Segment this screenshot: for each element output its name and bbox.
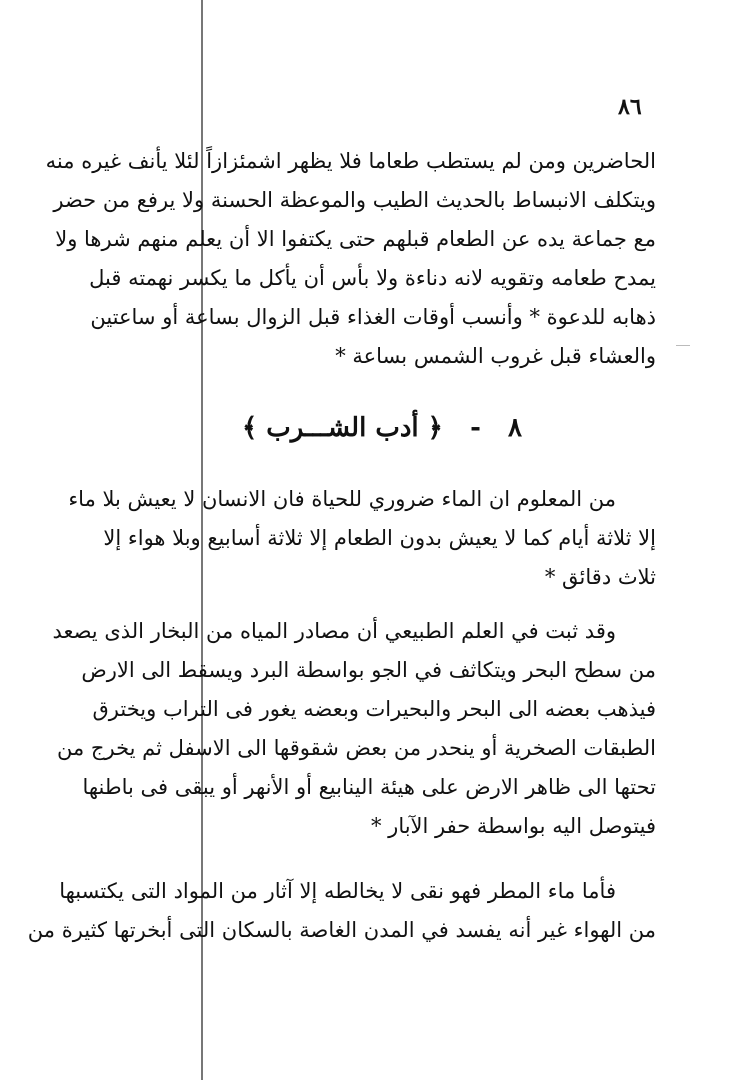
section-number: ٨: [508, 413, 522, 443]
page-number: ٨٦: [618, 94, 642, 120]
margin-mark: [676, 345, 690, 346]
text-line: من الهواء غير أنه يفسد في المدن الغاصة بالسكان التى أبخرتها كثيرة من: [27, 918, 656, 942]
text-line: فيذهب بعضه الى البحر والبحيرات وبعضه يغور فى التراب ويخترق: [92, 697, 656, 721]
section-heading: [108, 408, 656, 448]
text-line: والعشاء قبل غروب الشمس بساعة *: [335, 344, 656, 368]
paragraph-water-necessity: [68, 480, 656, 597]
text-line: يمدح طعامه وتقويه لانه دناءة ولا بأس أن يأكل ما يكسر نهمته قبل: [89, 266, 656, 290]
text-line: ذهابه للدعوة * وأنسب أوقات الغذاء قبل الزوال بساعة أو ساعتين: [90, 305, 656, 329]
text-line: فأما ماء المطر فهو نقى لا يخالطه إلا آثار من المواد التى يكتسبها: [59, 879, 616, 903]
text-line: ثلاث دقائق *: [544, 565, 656, 589]
paragraph-water-sources: [52, 612, 656, 846]
text-line: فيتوصل اليه بواسطة حفر الآبار *: [371, 814, 656, 838]
text-line: وقد ثبت في العلم الطبيعي أن مصادر المياه من البخار الذى يصعد: [52, 619, 616, 643]
paragraph-rain-water: [27, 872, 656, 950]
text-line: إلا ثلاثة أيام كما لا يعيش بدون الطعام إلا ثلاثة أسابيع وبلا هواء إلا: [103, 526, 656, 550]
text-line: من المعلوم ان الماء ضروري للحياة فان الانسان لا يعيش بلا ماء: [68, 487, 616, 511]
text-line: الحاضرين ومن لم يستطب طعاما فلا يظهر اشمئزازاً لئلا يأنف غيره منه: [45, 149, 656, 173]
text-line: تحتها الى ظاهر الارض على هيئة الينابيع أو الأنهر أو يبقى فى باطنها: [82, 775, 656, 799]
text-line: الطبقات الصخرية أو ينحدر من بعض شقوقها الى الاسفل ثم يخرج من: [57, 736, 656, 760]
paragraph-meal-etiquette: [45, 142, 656, 376]
section-title: ﴿ أدب الشـــرب ﴾: [242, 413, 443, 443]
text-line: ويتكلف الانبساط بالحديث الطيب والموعظة الحسنة ولا يرفع من حضر: [53, 188, 656, 212]
text-line: من سطح البحر ويتكاثف في الجو بواسطة البرد ويسقط الى الارض: [81, 658, 656, 682]
text-line: مع جماعة يده عن الطعام قبلهم حتى يكتفوا الا أن يعلم منهم شرها ولا: [55, 227, 656, 251]
section-dash: -: [470, 413, 481, 443]
